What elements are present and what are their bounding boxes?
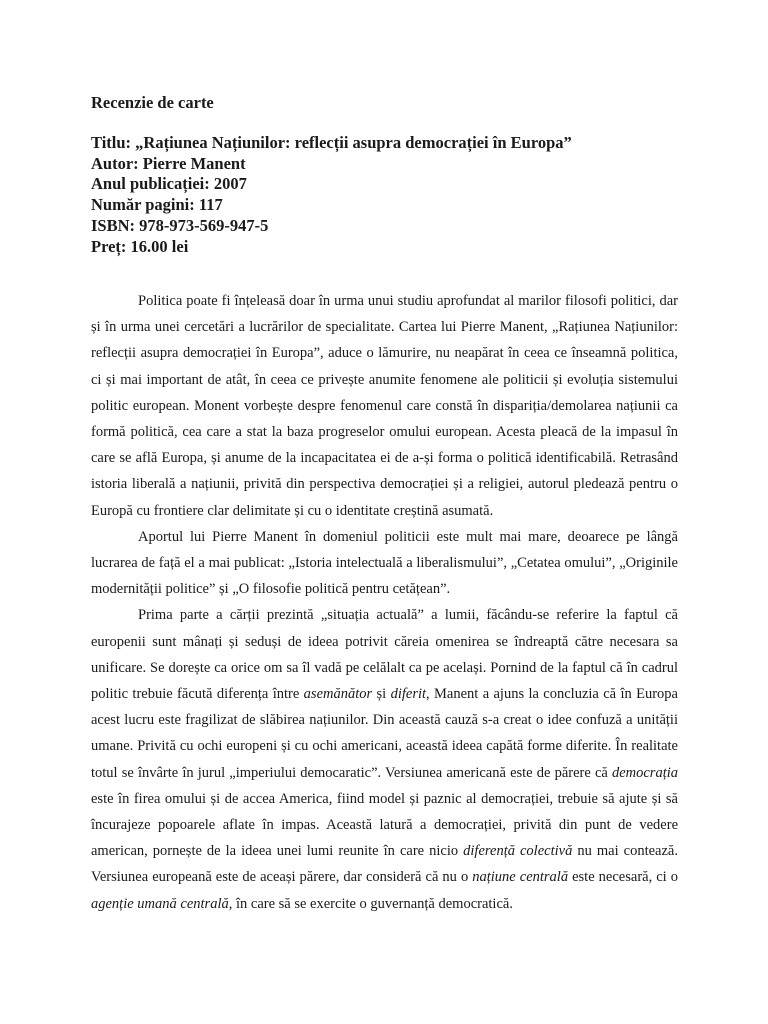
page-heading: Recenzie de carte [91,93,214,112]
p3-text: și [372,686,391,703]
p3-emphasis: asemănător [303,686,373,703]
paragraph-1: Politica poate fi înțeleasă doar în urma unui studiu aprofundat al marilor filosofi politici, dar și în urma unei cercetări a lucrărilor de specialitate. Cartea lui Pierre Manent, „Rațiunea Națiunilor: reflecții asupra democrației în Europa”, aduce o lămurire, nu neapărat în ceea ce înseamnă politica, ci și mai important de atât, în ceea ce privește anumite fenomene ale politicii și evoluția sistemului politic european. Monent vorbește despre fenomenul care constă în dispariția/demolarea națiunii ca formă politică, cea care a stat la baza progreselor omului european. Acesta pleacă de la impasul în care se află Europa, și anume de la incapacitatea ei de a-și forma o politică identificabilă. Retrasând istoria liberală a națiunii, privită din perspectiva democrației și a religiei, autorul pledează pentru o Europă cu frontiere clar delimitate și cu o identitate creștină asumată. [91,293,678,519]
price: Preț: 16.00 lei [91,236,189,256]
book-author: Autor: Pierre Manent [91,153,246,173]
book-title: Titlu: „Rațiunea Națiunilor: reflecții asupra democrației în Europa” [91,133,572,152]
p3-emphasis: democrația [611,764,678,781]
p3-emphasis: diferență colectivă [463,843,573,860]
p3-emphasis: agenție umană centrală [91,895,229,912]
p3-text: Prima parte a cărții prezintă „situația actuală” a lumii, făcându-se referire la faptul că europenii sunt mânați și seduși de ideea potrivit căreia omenirea se îndreaptă către necesara sa unificare. Se dorește ca orice om sa îl vadă pe celălalt ca pe același. Pornind de la faptul că în cadrul politic trebuie făcută diferența între [91,607,678,703]
review-body [91,288,678,917]
p3-text: , Manent a ajuns la concluzia că în Europa acest lucru este fragilizat de slăbirea națiunilor. Din această cauză s-a creat o idee confuză a unității umane. Privită cu ochi europeni și cu ochi americani, această ideea capătă forme diferite. În realitate totul se învârte în jurul „imperiului democaratic”. Versiunea americană este de părere că [91,686,678,781]
p3-text: nu mai contează. Versiunea europeană este de aceași părere, dar consideră că nu o [91,843,678,886]
paragraph-2: Aportul lui Pierre Manent în domeniul politicii este mult mai mare, deoarece pe lângă lucrarea de față el a mai publicat: „Istoria intelectuală a liberalismului”, „Cetatea omului”, „Originile modernității politice” și „O filosofie politică pentru cetățean”. [91,528,678,598]
paragraph-3 [91,602,678,916]
p3-text: este necesară, ci o [568,869,678,886]
p3-emphasis: diferit [390,686,427,703]
p3-text: , în care să se exercite o guvernanță democratică. [228,895,513,912]
page-count: Număr pagini: 117 [91,195,223,215]
isbn: ISBN: 978-973-569-947-5 [91,215,269,235]
publication-year: Anul publicației: 2007 [91,174,247,194]
book-metadata [91,133,572,257]
p3-emphasis: națiune centrală [472,869,569,886]
p3-text: este în firea omului și de accea America, fiind model și paznic al democrației, trebuie să ajute și să încurajeze popoarele aflate în impas. Această latură a democrației, privită din punt de vedere american, pornește de la ideea unei lumi reunite în care nicio [91,790,678,860]
